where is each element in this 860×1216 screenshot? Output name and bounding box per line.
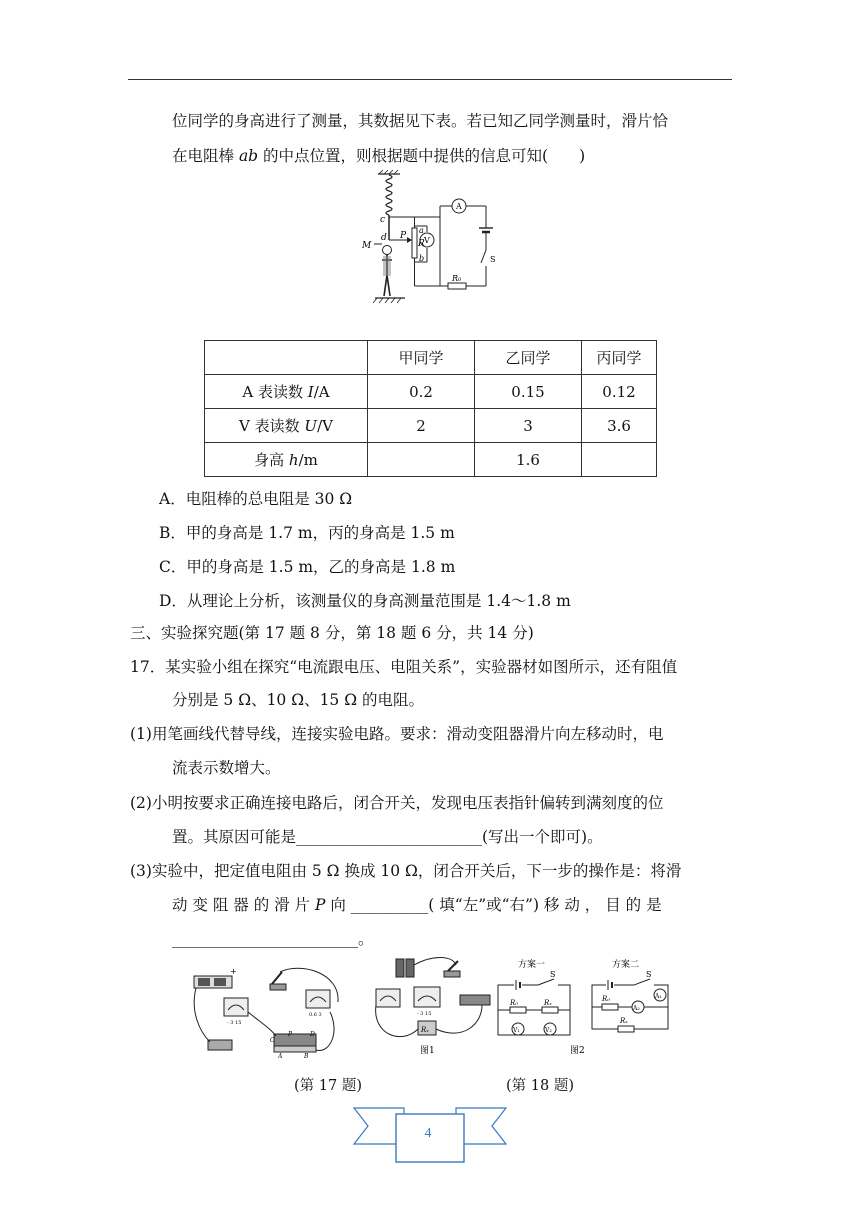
table-cell: 0.15	[475, 375, 582, 409]
svg-text:- 3 15: - 3 15	[417, 1011, 432, 1017]
q18-figure-2	[494, 955, 684, 1065]
intro-line-1: 位同学的身高进行了测量，其数据见下表。若已知乙同学测量时，滑片恰	[172, 112, 669, 130]
header-rule	[128, 79, 732, 80]
table-cell	[582, 443, 657, 477]
fig2-label: 图2	[570, 1046, 585, 1056]
q17-part2-line1: (2)小明按要求正确连接电路后，闭合开关，发现电压表指针偏转到满刻度的位	[130, 794, 664, 812]
q17-part3-line2: 动 变 阻 器 的 滑 片 P 向 __________( 填“左”或“右”) 移 动 ， 目 的 是	[172, 896, 662, 914]
svg-text:A: A	[278, 1053, 283, 1060]
table-header-cell: 丙同学	[582, 341, 657, 375]
q17-part2-line2: 置。其原因可能是________________________(写出一个即可)。	[172, 828, 603, 846]
table-header-cell	[205, 341, 368, 375]
svg-text:S: S	[646, 970, 652, 979]
table-row	[205, 409, 657, 443]
option-b: B．甲的身高是 1.7 m，丙的身高是 1.5 m	[159, 524, 455, 542]
row-label: 身高 h/m	[205, 443, 368, 477]
option-c: C．甲的身高是 1.5 m，乙的身高是 1.8 m	[159, 558, 456, 576]
q17-part3-line3: ________________________。	[172, 930, 374, 948]
svg-text:Rₓ: Rₓ	[544, 999, 552, 1007]
svg-text:R₀: R₀	[510, 999, 519, 1007]
svg-text:- 3 15: - 3 15	[227, 1020, 242, 1026]
svg-text:A₂: A₂	[633, 1005, 640, 1012]
svg-text:D: D	[310, 1031, 315, 1038]
label-switch: S	[490, 255, 496, 264]
table-row	[205, 375, 657, 409]
q17-apparatus-figure	[190, 962, 350, 1062]
caption-q17: (第 17 题)	[294, 1078, 362, 1094]
option-a: A．电阻棒的总电阻是 30 Ω	[159, 490, 353, 508]
label-d: d	[381, 233, 387, 243]
svg-text:+: +	[230, 967, 237, 976]
row-label: A 表读数 I/A	[205, 375, 368, 409]
table-cell: 0.12	[582, 375, 657, 409]
scheme-2-label: 方案二	[612, 960, 640, 970]
svg-text:R₀: R₀	[602, 995, 611, 1003]
svg-text:Rₓ: Rₓ	[620, 1017, 628, 1025]
table-cell	[368, 443, 475, 477]
table-header-cell: 乙同学	[475, 341, 582, 375]
q17-part1-line2: 流表示数增大。	[172, 759, 281, 777]
svg-text:A₁: A₁	[655, 993, 662, 1000]
svg-text:S: S	[550, 970, 556, 979]
label-R: R	[418, 239, 425, 249]
fig1-label: 图1	[420, 1046, 435, 1056]
svg-text:V₂: V₂	[545, 1027, 552, 1034]
page-number: 4	[424, 1126, 432, 1141]
table-cell: 1.6	[475, 443, 582, 477]
label-voltmeter: V	[424, 236, 430, 245]
q17-part3-line1: (3)实验中，把定值电阻由 5 Ω 换成 10 Ω，闭合开关后，下一步的操作是：将滑	[130, 862, 682, 880]
table-cell: 2	[368, 409, 475, 443]
table-cell: 3	[475, 409, 582, 443]
svg-text:P: P	[288, 1031, 293, 1038]
q18-figure-1	[372, 955, 492, 1065]
caption-q18: (第 18 题)	[506, 1078, 574, 1094]
q17-line-2: 分别是 5 Ω、10 Ω、15 Ω 的电阻。	[172, 691, 424, 709]
height-circuit-figure	[360, 170, 500, 310]
q17-line-1: 17．某实验小组在探究“电流跟电压、电阻关系”，实验器材如图所示，还有阻值	[130, 658, 678, 676]
label-c: c	[380, 215, 386, 225]
label-R0: R₀	[452, 274, 462, 283]
label-P: P	[400, 231, 407, 241]
table-cell: 0.2	[368, 375, 475, 409]
table-cell: 3.6	[582, 409, 657, 443]
table-row	[205, 443, 657, 477]
option-d: D．从理论上分析，该测量仪的身高测量范围是 1.4～1.8 m	[159, 592, 571, 610]
label-b: b	[419, 254, 425, 263]
svg-text:V₁: V₁	[513, 1027, 520, 1034]
q17-part1-line1: (1)用笔画线代替导线，连接实验电路。要求：滑动变阻器滑片向左移动时，电	[130, 725, 664, 743]
measurement-table	[204, 340, 657, 477]
svg-text:C: C	[270, 1037, 275, 1044]
section-heading: 三、实验探究题(第 17 题 8 分，第 18 题 6 分，共 14 分)	[130, 624, 534, 642]
row-label: V 表读数 U/V	[205, 409, 368, 443]
label-a: a	[419, 226, 424, 235]
table-header-row	[205, 341, 657, 375]
intro-line-2: 在电阻棒 ab 的中点位置，则根据题中提供的信息可知( )	[172, 147, 586, 165]
table-header-cell: 甲同学	[368, 341, 475, 375]
label-ammeter: A	[456, 202, 462, 211]
scheme-1-label: 方案一	[518, 960, 546, 970]
label-M: M	[362, 241, 372, 251]
svg-text:Rₓ: Rₓ	[421, 1026, 429, 1034]
svg-text:B: B	[304, 1053, 309, 1060]
svg-text:0.6 3: 0.6 3	[309, 1012, 322, 1018]
